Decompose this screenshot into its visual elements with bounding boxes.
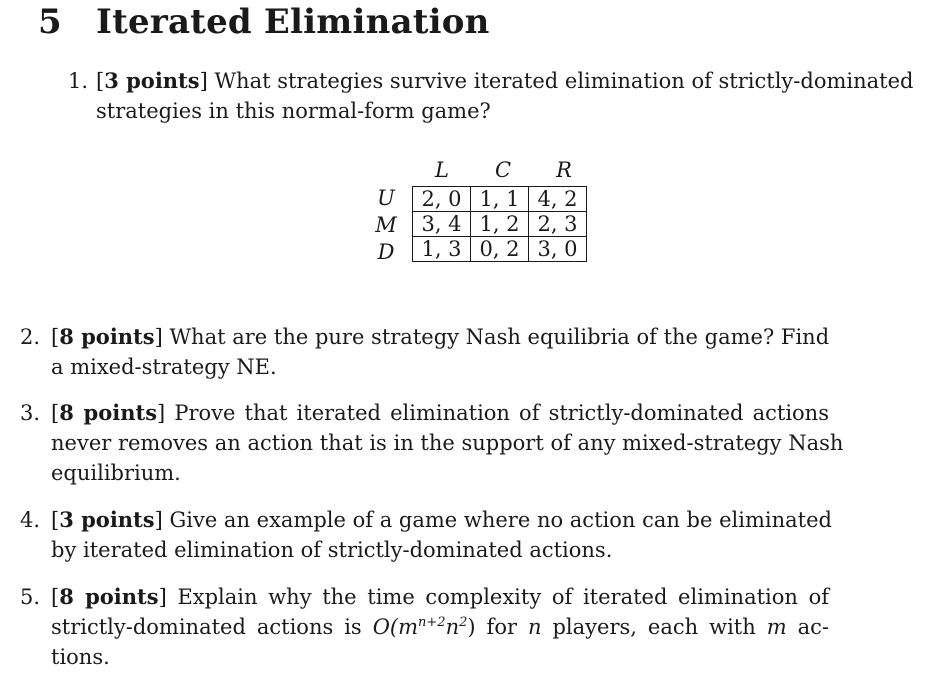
question-text: players, each with [552, 615, 756, 639]
question-text: Give an example of a game where no action can be eliminated [169, 508, 832, 532]
question-line: by iterated elimination of strictly-dominated actions. [51, 538, 613, 562]
column-label: C [494, 158, 512, 182]
payoff-cell: 3, 4 [413, 212, 471, 237]
question-text: strictly-dominated actions is [51, 615, 362, 639]
question-line: [8 points] What are the pure strategy Nash equilibria of the game? Find [51, 324, 830, 349]
formula-exponent: 2 [459, 615, 468, 630]
question-number: 3. [20, 401, 41, 425]
question-line: never removes an action that is in the support of any mixed-strategy Nash [51, 431, 844, 455]
section-heading [38, 2, 490, 42]
column-label: R [556, 158, 572, 182]
points-label: 3 points [104, 68, 200, 93]
question-line: equilibrium. [51, 461, 181, 485]
payoff-cell: 4, 2 [529, 187, 587, 212]
question-1 [68, 66, 918, 136]
question-body [51, 582, 829, 672]
points-label: 8 points [59, 584, 159, 609]
payoff-table [412, 186, 587, 262]
payoff-cell: 1, 2 [471, 212, 529, 237]
row-label: U [377, 186, 395, 210]
points-label: 8 points [59, 324, 155, 349]
formula-exponent: n+2 [418, 615, 446, 630]
complexity-formula [373, 615, 476, 639]
question-number: 5. [20, 585, 41, 609]
question-line: [8 points] Prove that iterated elimination of strictly-dominated actions [51, 400, 829, 425]
payoff-cell: 1, 1 [471, 187, 529, 212]
question-body [51, 322, 829, 382]
question-body [96, 66, 914, 126]
question-line: a mixed-strategy NE. [51, 355, 277, 379]
question-text: Prove that iterated elimination of strictly-dominated actions [174, 401, 829, 425]
formula-part: n [445, 615, 460, 639]
variable-n: n [527, 615, 542, 639]
question-text: Explain why the time complexity of iterated elimination of [177, 585, 829, 609]
question-body [51, 398, 844, 488]
question-line: [8 points] Explain why the time complexity of iterated elimination of [51, 584, 829, 609]
table-row [413, 187, 587, 212]
question-2 [20, 322, 830, 386]
question-number: 4. [20, 508, 41, 532]
question-text: What are the pure strategy Nash equilibria of the game? Find [169, 325, 830, 349]
points-label: 3 points [59, 507, 155, 532]
question-body [51, 505, 832, 565]
payoff-cell: 0, 2 [471, 237, 529, 262]
column-label: L [435, 158, 449, 182]
table-row [413, 212, 587, 237]
payoff-cell: 1, 3 [413, 237, 471, 262]
row-label: D [377, 240, 395, 264]
table-row [413, 237, 587, 262]
variable-m: m [766, 615, 787, 639]
question-text: ac- [797, 615, 829, 639]
payoff-cell: 2, 3 [529, 212, 587, 237]
payoff-matrix [364, 158, 624, 278]
question-line: [3 points] What strategies survive iterated elimination of strictly-dominated [96, 68, 914, 93]
question-5 [20, 582, 830, 676]
section-title: Iterated Elimination [96, 2, 490, 42]
row-label: M [375, 213, 397, 237]
question-line: strategies in this normal-form game? [96, 99, 491, 123]
question-line: tions. [51, 645, 110, 669]
question-text: for [486, 615, 518, 639]
question-4 [20, 505, 830, 569]
formula-part: ) [467, 615, 476, 639]
question-3 [20, 398, 844, 492]
payoff-cell: 3, 0 [529, 237, 587, 262]
section-number: 5 [38, 2, 62, 42]
question-text: What strategies survive iterated elimination of strictly-dominated [214, 69, 914, 93]
question-line [51, 612, 829, 642]
question-number: 2. [20, 325, 41, 349]
payoff-cell: 2, 0 [413, 187, 471, 212]
question-number: 1. [68, 69, 89, 93]
question-line: [3 points] Give an example of a game where no action can be eliminated [51, 507, 832, 532]
formula-part: O(m [372, 615, 419, 639]
points-label: 8 points [59, 400, 158, 425]
